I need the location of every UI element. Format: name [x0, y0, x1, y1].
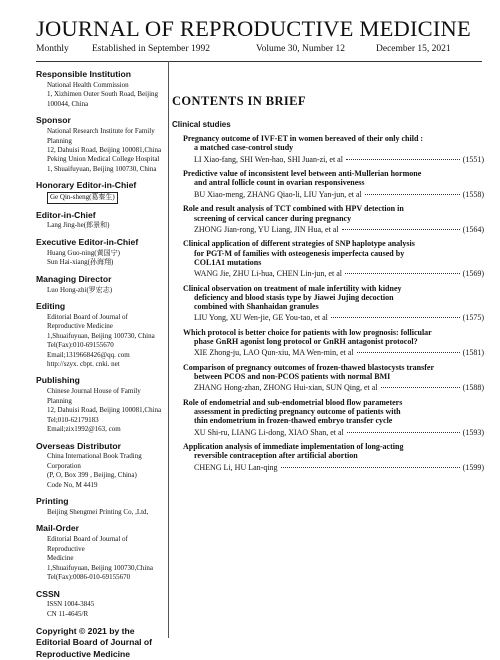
sidebar-line: Planning	[47, 136, 72, 145]
article-title-line: for PGT-M of families with osteogenesis imperfecta caused by	[194, 248, 405, 258]
toc-entry[interactable]	[172, 204, 484, 234]
sidebar-line: Luo Hong-zhi(罗宏志)	[47, 285, 113, 294]
sidebar-line: 1, Shuaifuyuan, Beijing 100730, China	[47, 164, 157, 173]
article-title-line: Comparison of pregnancy outcomes of frozen-thawed blastocysts transfer	[183, 362, 435, 372]
sidebar-section	[36, 376, 164, 434]
page-number: (1564)	[462, 224, 484, 234]
sidebar-line: Lang Jing-he(郎景和)	[47, 221, 110, 230]
sidebar-line: National Research Institute for Family	[47, 127, 155, 136]
sidebar-line: Code No, M 4419	[47, 480, 98, 489]
author-line	[194, 428, 484, 437]
authors: XIE Zhong-ju, LAO Qun-xiu, MA Wen-min, et al	[194, 348, 354, 358]
sidebar-line: National Health Commission	[47, 80, 129, 89]
copyright-notice	[36, 626, 164, 660]
toc-entry[interactable]	[172, 169, 484, 199]
sidebar-line	[47, 192, 164, 203]
sidebar-heading: Responsible Institution	[36, 69, 132, 79]
authors: ZHANG Hong-zhan, ZHONG Hui-xian, SUN Qing, et al	[194, 383, 378, 393]
column-divider	[168, 61, 169, 638]
article-title	[183, 134, 484, 152]
article-title-line: deficiency and blood stasis type by Jiawei Jujing decoction	[194, 292, 394, 302]
sidebar-heading: Publishing	[36, 375, 80, 386]
sidebar-section	[36, 211, 164, 231]
page-number: (1593)	[462, 427, 484, 437]
sidebar-section	[36, 181, 164, 203]
article-title-line: screening of cervical cancer during pregnancy	[194, 213, 352, 223]
toc-entry[interactable]	[172, 134, 484, 164]
copyright-line: Editorial Board of Journal of	[36, 637, 153, 648]
article-title-line: Role of endometrial and sub-endometrial blood flow parameters	[183, 398, 403, 407]
leader-dots	[347, 432, 460, 433]
sidebar-section	[36, 116, 164, 174]
sidebar-line: ISSN 1004-3845	[47, 600, 95, 609]
authors: CHENG Li, HU Lan-qing	[194, 462, 278, 472]
toc-entry[interactable]	[172, 363, 484, 393]
article-title-line: COL1A1 mutations	[194, 257, 262, 267]
sidebar-line: China International Book Trading	[47, 452, 142, 461]
sidebar-line: Email;1319668426@qq. com	[47, 350, 130, 359]
sidebar-heading: Executive Editor-in-Chief	[36, 236, 139, 247]
leader-dots	[342, 229, 460, 230]
top-rule	[36, 61, 482, 62]
toc-entry[interactable]	[172, 442, 484, 472]
sidebar-line: Huang Guo-ning(黄国宁)	[47, 248, 120, 257]
toc-entry[interactable]	[172, 328, 484, 358]
article-title-line: Which protocol is better choice for patients with low prognosis: follicular	[183, 327, 432, 337]
authors: ZHONG Jian-rong, YU Liang, JIN Hua, et al	[194, 224, 339, 234]
sidebar-heading: Editor-in-Chief	[36, 209, 96, 220]
sidebar-line: Editorial Board of Journal of Reproductive	[47, 535, 128, 553]
article-title-line: Predictive value of inconsistent level between anti-Mullerian hormone	[183, 169, 422, 179]
sidebar-line: 1,Shuaifuyuan, Beijing 100730,China	[47, 563, 153, 572]
sidebar-line: (P, O, Box 399 , Beijing, China)	[47, 471, 137, 480]
contents-heading: CONTENTS IN BRIEF	[172, 94, 306, 108]
page-number: (1575)	[462, 313, 484, 323]
article-title	[183, 204, 484, 222]
sidebar-heading: Mail-Order	[36, 523, 79, 534]
leader-dots	[331, 317, 460, 318]
boxed-name: Ge Qin-sheng(葛秦生)	[47, 192, 118, 203]
sidebar-line: Tel(Fax):010-69155670	[47, 341, 114, 350]
sidebar-line: 12, Dahuisi Road, Beijing 100081,China	[47, 406, 162, 415]
page-number: (1588)	[462, 383, 484, 393]
article-title-line: Clinical application of different strategies of SNP haplotype analysis	[183, 239, 415, 249]
page-number: (1558)	[462, 189, 484, 199]
journal-title: JOURNAL OF REPRODUCTIVE MEDICINE	[36, 16, 471, 41]
copyright-line: Reproductive Medicine	[36, 648, 131, 659]
sidebar-section	[36, 590, 164, 620]
sidebar-line: Reproductive Medicine	[47, 322, 113, 331]
article-title-line: thin endometrium in frozen-thawed embryo transfer cycle	[194, 416, 393, 426]
sidebar-heading: Honorary Editor-in-Chief	[36, 180, 137, 191]
article-title	[183, 442, 484, 460]
toc-entries	[172, 134, 484, 472]
issue-date: December 15, 2021	[376, 44, 451, 54]
leader-dots	[281, 467, 460, 468]
sidebar-heading: Managing Director	[36, 273, 112, 284]
sidebar-section	[36, 275, 164, 295]
article-title	[183, 398, 484, 426]
table-of-contents	[172, 120, 484, 477]
article-title-line: assessment in predicting pregnancy outcome of patients with	[194, 407, 401, 417]
article-title-line: Application analysis of immediate implementation of long-acting	[183, 442, 404, 452]
authors: WANG Jie, ZHU Li-hua, CHEN Lin-jun, et al	[194, 268, 342, 278]
page-number: (1569)	[462, 268, 484, 278]
author-line	[194, 313, 484, 322]
authors: BU Xiao-meng, ZHANG Qiao-li, LIU Yan-jun, et al	[194, 189, 362, 199]
established: Established in September 1992	[92, 44, 210, 54]
leader-dots	[365, 194, 460, 195]
sidebar-heading: Editing	[36, 300, 66, 311]
sidebar-section	[36, 70, 164, 109]
author-line	[194, 348, 484, 357]
sidebar-line: Corporation	[47, 461, 81, 470]
author-line	[194, 225, 484, 234]
page-number: (1551)	[462, 154, 484, 164]
sidebar-heading: CSSN	[36, 588, 60, 599]
article-title-line: between PCOS and non-PCOS patients with normal BMI	[194, 372, 391, 382]
sidebar-line: Sun Hai-xiang(孙海翔)	[47, 258, 114, 267]
sidebar-line: Email;zix1992@163, com	[47, 425, 121, 434]
sidebar-line: Editorial Board of Journal of	[47, 312, 128, 321]
toc-entry[interactable]	[172, 398, 484, 437]
article-title-line: phase GnRH agonist long protocol or GnRH antagonist protocol?	[194, 337, 418, 347]
article-title	[183, 169, 484, 187]
sidebar-line: Beijing Shengmei Printing Co, ,Ltd,	[47, 508, 149, 516]
sidebar-line: Tel(Fax):0086-010-69155670	[47, 573, 131, 582]
article-title-line: Pregnancy outcome of IVF-ET in women bereaved of their only child :	[183, 134, 424, 144]
article-title-line: Clinical observation on treatment of male infertility with kidney	[183, 283, 402, 293]
sidebar-line: Peking Union Medical College Hospital	[47, 155, 160, 164]
author-line	[194, 155, 484, 164]
sidebar-line: http://szyx. cbpt. cnki. net	[47, 360, 120, 368]
author-line	[194, 463, 484, 472]
page-number: (1599)	[462, 462, 484, 472]
sidebar-line: Chinese Journal House of Family Planning	[47, 387, 141, 405]
author-line	[194, 190, 484, 199]
copyright-line: Copyright © 2021 by the	[36, 626, 135, 637]
sidebar-section	[36, 302, 164, 370]
authors: LIU Yong, XU Wen-jie, GE You-tao, et al	[194, 313, 328, 323]
authors: LI Xiao-fang, SHI Wen-hao, SHI Juan-zi, et al	[194, 154, 343, 164]
article-title	[183, 328, 484, 346]
article-title-line: and antral follicle count in ovarian responsiveness	[194, 178, 365, 188]
sidebar-heading: Printing	[36, 496, 69, 507]
volume-number: Volume 30, Number 12	[256, 44, 346, 54]
sidebar-line: 100044, China	[47, 99, 89, 108]
toc-entry[interactable]	[172, 239, 484, 278]
article-title-line: reversible contraception after artificial abortion	[194, 451, 358, 461]
sidebar-line: 1,Shuaifuyuan, Beijing 100730, China	[47, 331, 155, 340]
sidebar-section	[36, 442, 164, 491]
frequency: Monthly	[36, 44, 69, 54]
sidebar-line: CN 11-4645/R	[47, 609, 89, 618]
sidebar	[36, 70, 164, 660]
leader-dots	[357, 352, 460, 353]
section-heading: Clinical studies	[172, 120, 231, 129]
sidebar-heading: Sponsor	[36, 115, 71, 126]
article-title	[183, 363, 484, 381]
article-title	[183, 284, 484, 312]
leader-dots	[345, 273, 460, 274]
sidebar-line: 12, Dahuisi Road, Beijing 100081,China	[47, 145, 162, 154]
article-title-line: Role and result analysis of TCT combined with HPV detection in	[183, 204, 404, 214]
sidebar-line: 1, Xizhimen Outer South Road, Beijing	[47, 90, 159, 99]
sidebar-section	[36, 238, 164, 268]
sidebar-line: Tel;010-62179183	[47, 415, 99, 424]
article-title-line: a matched case-control study	[194, 143, 294, 153]
page-number: (1581)	[462, 348, 484, 358]
authors: XU Shi-ru, LIANG Li-dong, XIAO Shan, et al	[194, 427, 344, 437]
article-title-line: combined with Shanhaidan granules	[194, 302, 319, 311]
leader-dots	[381, 387, 460, 388]
author-line	[194, 269, 484, 278]
sidebar-section	[36, 497, 164, 517]
sidebar-heading: Overseas Distributor	[36, 440, 122, 451]
sidebar-section	[36, 524, 164, 582]
article-title	[183, 239, 484, 267]
leader-dots	[346, 159, 460, 160]
sidebar-line: Medicine	[47, 554, 74, 563]
toc-entry[interactable]	[172, 284, 484, 323]
author-line	[194, 383, 484, 392]
